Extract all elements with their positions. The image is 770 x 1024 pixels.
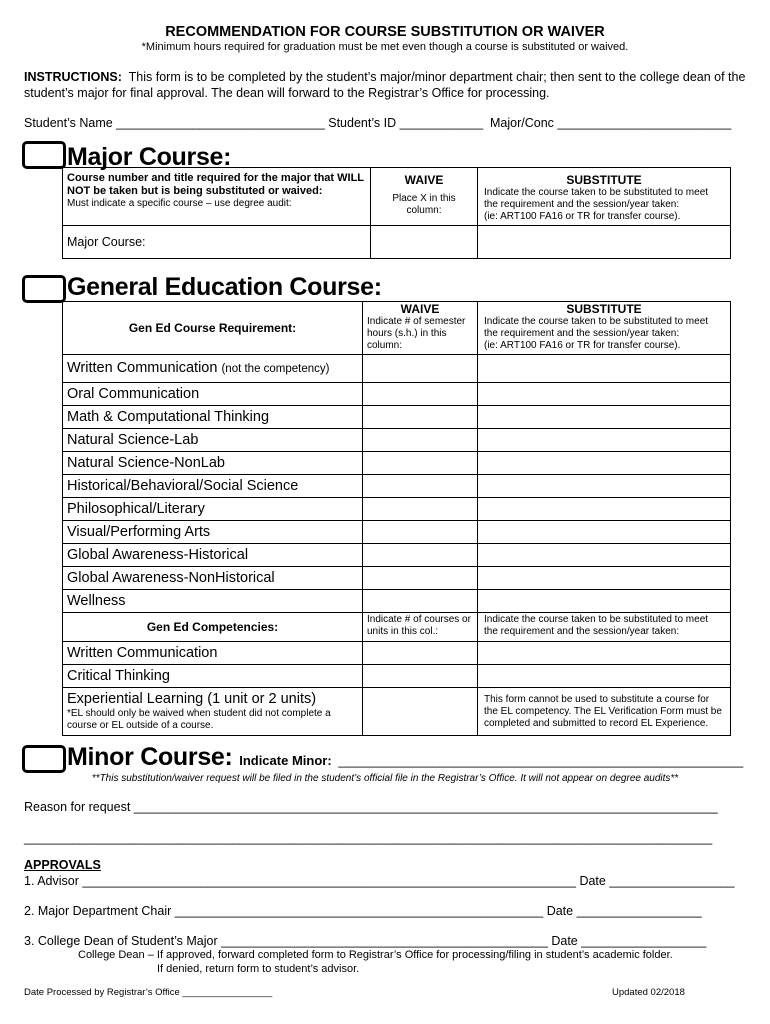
gened-sub-input[interactable] <box>478 355 731 383</box>
dean-signature-field[interactable]: _______________________________________________ <box>221 934 548 948</box>
instructions-label: INSTRUCTIONS: <box>24 70 122 84</box>
gened-row-label: Math & Computational Thinking <box>63 406 363 429</box>
waive-input[interactable] <box>363 406 478 429</box>
gened-sub-instr: Indicate the course taken to be substituted to meet the requirement and the session/year taken: <box>484 316 709 339</box>
gened-el-note: *EL should only be waived when student did not complete a course or EL outside of a course. <box>67 708 331 731</box>
gened-row-label: Written Communication <box>63 642 363 665</box>
gened-row-label: Natural Science-NonLab <box>63 452 363 475</box>
advisor-line <box>24 874 734 888</box>
student-id-label: Student’s ID <box>328 116 397 130</box>
major-conc-label: Major/Conc <box>490 116 554 130</box>
gened-row-label: Wellness <box>63 590 363 613</box>
gened-comp-sub-header-cell <box>478 613 731 642</box>
gened-el-cell <box>63 688 363 736</box>
updated-date: Updated 02/2018 <box>612 987 685 998</box>
substitute-input[interactable] <box>478 406 731 429</box>
gened-row-label: Philosophical/Literary <box>63 498 363 521</box>
major-waive-header-cell <box>371 168 478 226</box>
chair-line <box>24 904 702 918</box>
form-subtitle: *Minimum hours required for graduation must be met even though a course is substituted or waived. <box>141 41 629 53</box>
indicate-minor-label: Indicate Minor: <box>239 753 332 768</box>
gened-row-note: (not the competency) <box>221 363 330 375</box>
gened-comp-label: Gen Ed Competencies: <box>146 620 279 634</box>
waive-input[interactable] <box>363 475 478 498</box>
major-course-checkbox[interactable] <box>22 141 66 169</box>
gened-el-label: Experiential Learning (1 unit or 2 units) <box>67 691 317 707</box>
substitute-input[interactable] <box>478 452 731 475</box>
minor-course-title: Minor Course: <box>67 743 233 771</box>
dean-note-1: College Dean – If approved, forward completed form to Registrar’s Office for processing/filing in student’s academic folder. <box>78 949 673 961</box>
gened-req-header-cell <box>63 302 363 355</box>
major-waive-instr: Place X in this column: <box>392 193 456 216</box>
gened-row-label: Global Awareness-NonHistorical <box>63 567 363 590</box>
gened-row-label: Written Communication <box>67 360 218 376</box>
waive-input[interactable] <box>363 429 478 452</box>
dean-label: 3. College Dean of Student’s Major <box>24 934 218 948</box>
substitute-input[interactable] <box>478 590 731 613</box>
reason-line <box>24 800 718 814</box>
major-sub-label: SUBSTITUTE <box>566 173 642 187</box>
substitute-input[interactable] <box>478 567 731 590</box>
waive-input[interactable] <box>363 452 478 475</box>
substitute-input[interactable] <box>478 544 731 567</box>
waive-input[interactable] <box>363 544 478 567</box>
major-waive-label: WAIVE <box>404 173 444 187</box>
chair-date-field[interactable]: __________________ <box>576 904 702 918</box>
gened-req-label: Gen Ed Course Requirement: <box>128 321 297 335</box>
gened-comp-sub-instr: Indicate the course taken to be substituted to meet the requirement and the session/year taken: <box>484 614 709 637</box>
student-id-field[interactable]: ____________ <box>399 116 484 130</box>
gened-row-label: Natural Science-Lab <box>63 429 363 452</box>
major-sub-example: (ie: ART100 FA16 or TR for transfer course). <box>484 211 681 222</box>
major-course-heading: Major Course: <box>67 143 232 171</box>
gened-row-label: Critical Thinking <box>63 665 363 688</box>
substitute-input[interactable] <box>478 383 731 406</box>
form-title: RECOMMENDATION FOR COURSE SUBSTITUTION OR WAIVER <box>165 24 605 40</box>
gened-row-label: Oral Communication <box>63 383 363 406</box>
gened-row-label: Visual/Performing Arts <box>63 521 363 544</box>
advisor-label: 1. Advisor <box>24 874 79 888</box>
substitute-input[interactable] <box>478 498 731 521</box>
dean-date-field[interactable]: __________________ <box>581 934 707 948</box>
gened-course-table <box>62 301 731 736</box>
processed-date-field[interactable]: _________________ <box>182 987 273 998</box>
gened-row-label: Historical/Behavioral/Social Science <box>63 475 363 498</box>
indicate-minor-field[interactable]: ________________________________________________________ <box>338 753 744 768</box>
gened-comp-header-cell <box>63 613 363 642</box>
major-sub-instr: Indicate the course taken to be substituted to meet the requirement and the session/year taken: <box>484 187 709 210</box>
gened-comp-waive-instr: Indicate # of courses or units in this col.: <box>367 614 471 637</box>
reason-label: Reason for request <box>24 800 131 814</box>
waive-input[interactable] <box>363 590 478 613</box>
reason-field-2[interactable]: ___________________________________________________________________________________________________ <box>24 831 713 845</box>
chair-signature-field[interactable]: _____________________________________________________ <box>174 904 544 918</box>
student-name-label: Student’s Name <box>24 116 113 130</box>
gened-sub-example: (ie: ART100 FA16 or TR for transfer course). <box>484 340 681 351</box>
dean-date-label: Date <box>551 934 578 948</box>
waive-input[interactable] <box>363 498 478 521</box>
student-name-field[interactable]: ______________________________ <box>116 116 325 130</box>
chair-date-label: Date <box>546 904 574 918</box>
gened-row-label: Global Awareness-Historical <box>63 544 363 567</box>
major-req-note: Must indicate a specific course – use degree audit: <box>67 198 292 209</box>
advisor-signature-field[interactable]: _______________________________________________________________________ <box>82 874 576 888</box>
advisor-date-label: Date <box>579 874 606 888</box>
substitute-input[interactable] <box>478 475 731 498</box>
waive-input[interactable] <box>363 567 478 590</box>
substitute-input[interactable] <box>478 642 731 665</box>
waive-input[interactable] <box>363 383 478 406</box>
major-waive-input[interactable] <box>371 226 478 259</box>
processed-label: Date Processed by Registrar’s Office <box>24 987 180 998</box>
dean-line <box>24 934 706 948</box>
gened-waive-instr: Indicate # of semester hours (s.h.) in this column: <box>367 316 466 351</box>
gened-row-written-communication <box>63 355 363 383</box>
gened-waive-input[interactable] <box>363 355 478 383</box>
substitute-input[interactable] <box>478 665 731 688</box>
gened-waive-label: WAIVE <box>400 302 440 316</box>
instructions <box>24 69 749 101</box>
gened-el-waive-input[interactable] <box>363 688 478 736</box>
minor-course-heading <box>67 743 743 772</box>
gened-el-sub-note: This form cannot be used to substitute a course for the EL competency. The EL Verification Form must be completed and submitted to record EL Experience. <box>484 693 722 729</box>
gened-el-sub-cell <box>478 688 731 736</box>
gened-comp-waive-header-cell <box>363 613 478 642</box>
gened-course-heading: General Education Course: <box>67 273 382 301</box>
major-sub-input[interactable] <box>478 226 731 259</box>
reason-field[interactable]: ____________________________________________________________________________________ <box>133 800 718 814</box>
approvals-heading: APPROVALS <box>24 858 101 872</box>
gened-sub-header-cell <box>478 302 731 355</box>
substitute-input[interactable] <box>478 521 731 544</box>
major-req-header-cell <box>63 168 371 226</box>
dean-note-2: If denied, return form to student’s advisor. <box>157 963 360 975</box>
advisor-date-field[interactable]: __________________ <box>609 874 735 888</box>
substitute-input[interactable] <box>478 429 731 452</box>
gened-course-checkbox[interactable] <box>22 275 66 303</box>
waive-input[interactable] <box>363 642 478 665</box>
major-course-row-label: Major Course: <box>63 226 371 259</box>
waive-input[interactable] <box>363 665 478 688</box>
student-info-line <box>24 116 731 130</box>
major-course-table <box>62 167 731 259</box>
major-conc-field[interactable]: _________________________ <box>557 116 732 130</box>
minor-course-checkbox[interactable] <box>22 745 66 773</box>
gened-sub-label: SUBSTITUTE <box>566 302 642 316</box>
major-req-title: Course number and title required for the major that WILL NOT be taken but is being substituted or waived: <box>67 172 364 197</box>
instructions-text: This form is to be completed by the student’s major/minor department chair; then sent to the college dean of the student’s major for final approval. The dean will forward to the Registrar’s Office for processing. <box>24 70 746 100</box>
minor-note: **This substitution/waiver request will be filed in the student’s official file in the Registrar’s Office. It will not appear on degree audits** <box>91 773 679 784</box>
waive-input[interactable] <box>363 521 478 544</box>
chair-label: 2. Major Department Chair <box>24 904 172 918</box>
processed-line <box>24 987 272 998</box>
major-sub-header-cell <box>478 168 731 226</box>
gened-waive-header-cell <box>363 302 478 355</box>
